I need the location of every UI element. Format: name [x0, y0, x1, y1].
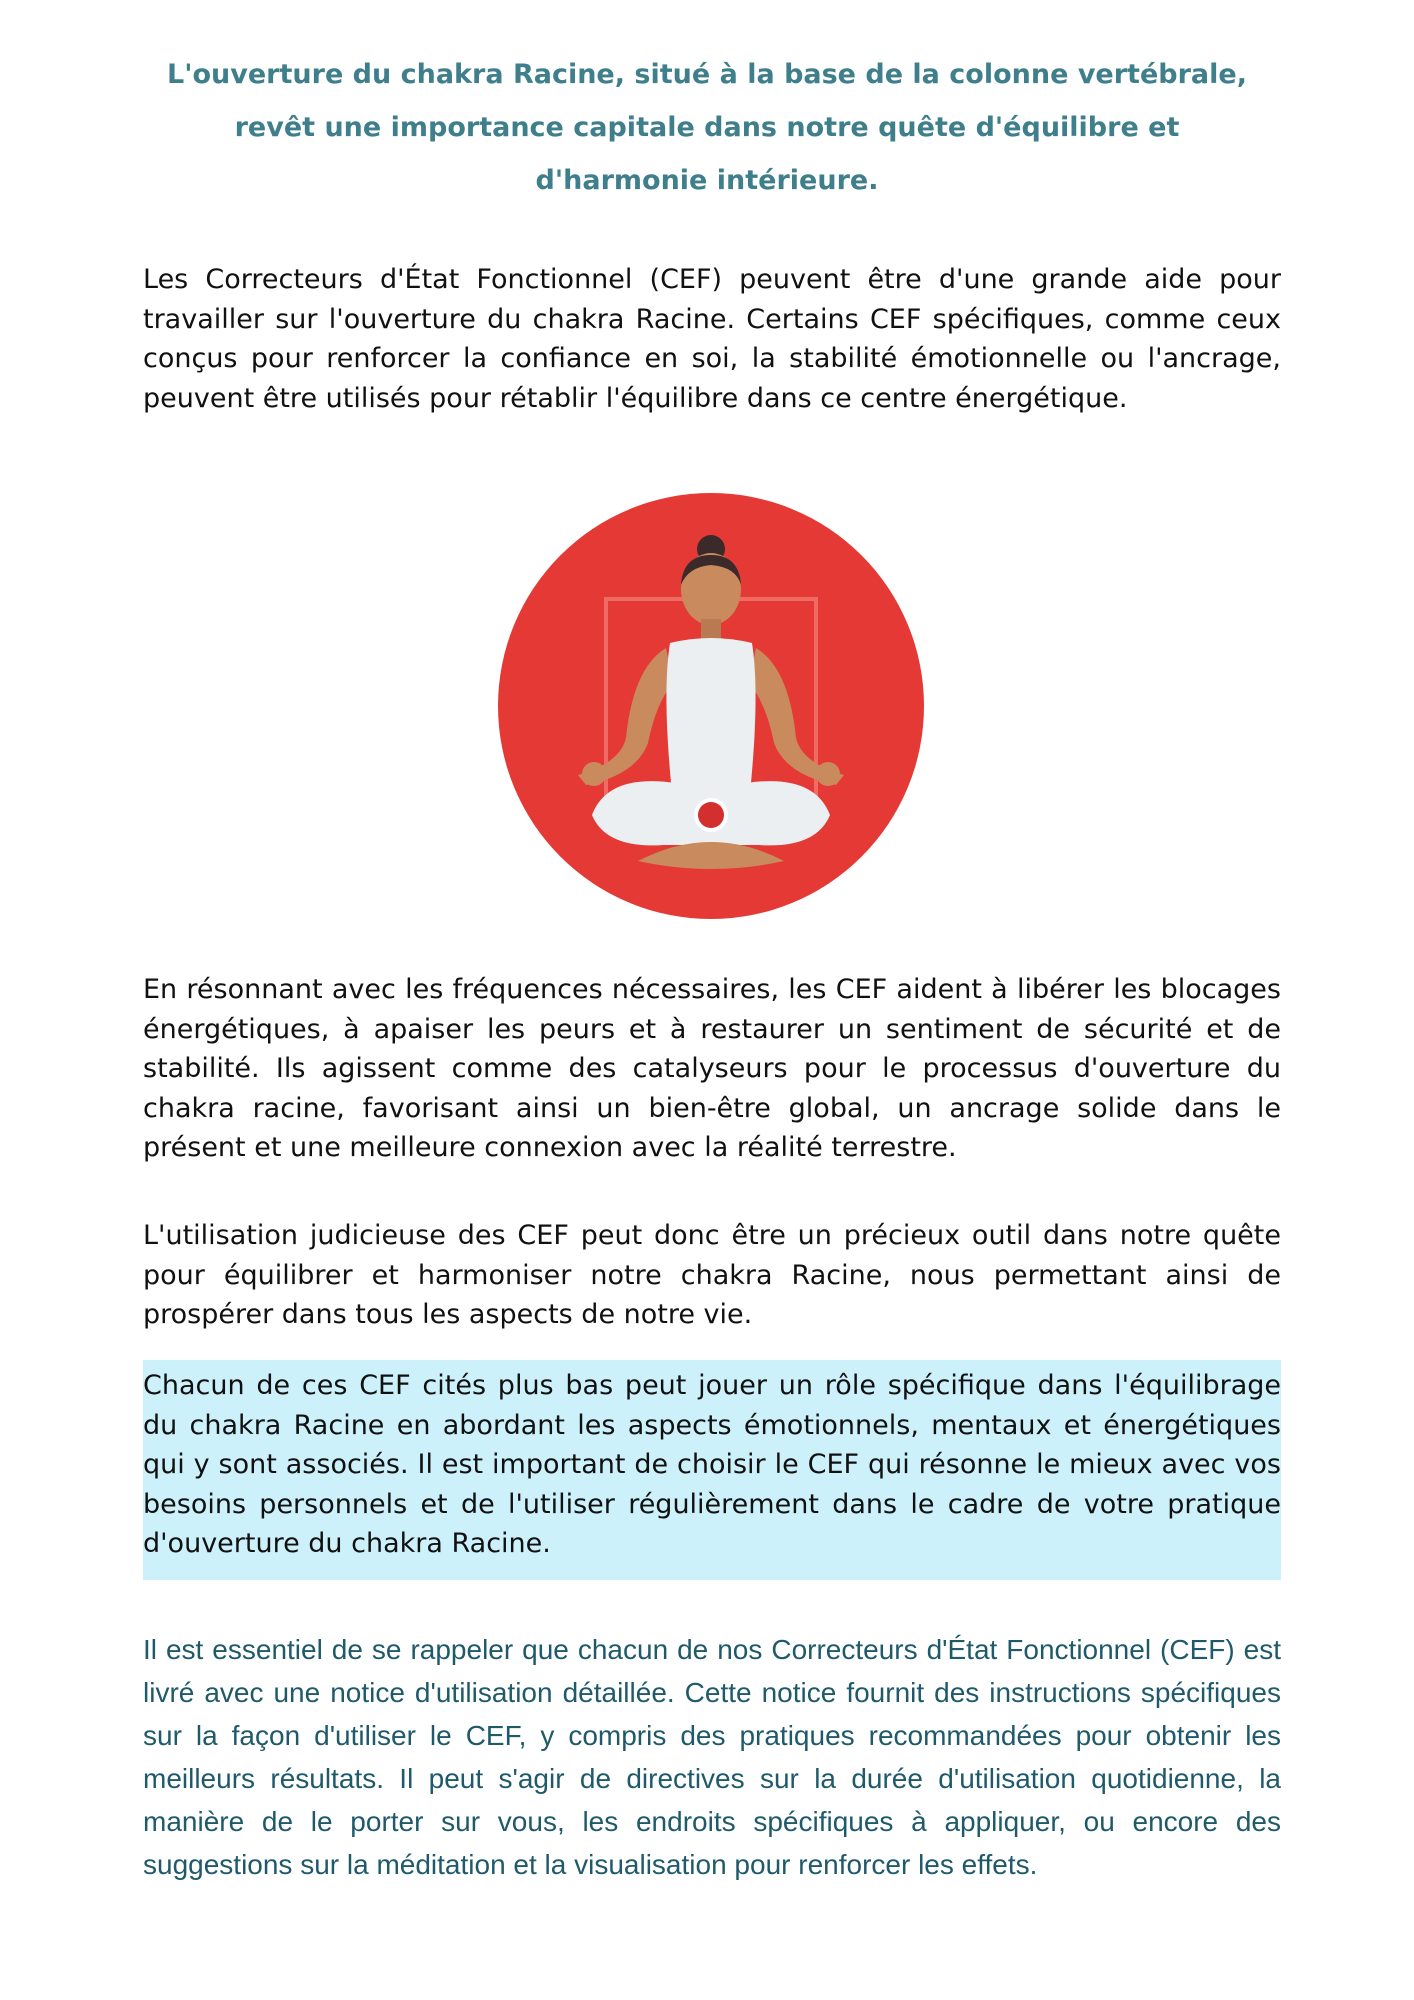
paragraph-notice: Il est essentiel de se rappeler que chacun de nos Correcteurs d'État Fonctionnel (CEF) est livré avec une notice d'utilisation détaillée. Cette notice fournit des instructions spécifiques sur la façon d'utiliser le CEF, y compris des pratiques recommandées pour obtenir les meilleurs résultats. Il peut s'agir de directives sur la durée d'utilisation quotidienne, la manière de le porter sur vous, les endroits spécifiques à appliquer, ou encore des suggestions sur la méditation et la visualisation pour renforcer les effets. — [143, 1634, 1281, 1880]
meditation-root-chakra-icon — [498, 493, 924, 919]
paragraph-cef-usage: L'utilisation judicieuse des CEF peut donc être un précieux outil dans notre quête pour équilibrer et harmoniser notre chakra Racine, nous permettant ainsi de prospérer dans tous les aspects de notre vie. — [143, 1220, 1281, 1330]
paragraph-cef-frequencies: En résonnant avec les fréquences nécessaires, les CEF aident à libérer les blocages énergétiques, à apaiser les peurs et à restaurer un sentiment de sécurité et de stabilité. Ils agissent comme des catalyseurs pour le processus d'ouverture du chakra racine, favorisant ainsi un bien-être global, un ancrage solide dans le présent et une meilleure connexion avec la réalité terrestre. — [143, 974, 1281, 1163]
intro-heading: L'ouverture du chakra Racine, situé à la base de la colonne vertébrale, revêt une importance capitale dans notre quête d'équilibre et d'harmonie intérieure. — [167, 59, 1247, 196]
paragraph-cef-help: Les Correcteurs d'État Fonctionnel (CEF) peuvent être d'une grande aide pour travailler sur l'ouverture du chakra Racine. Certains CEF spécifiques, comme ceux conçus pour renforcer la confiance en soi, la stabilité émotionnelle ou l'ancrage, peuvent être utilisés pour rétablir l'équilibre dans ce centre énergétique. — [143, 264, 1281, 414]
paragraph-highlighted: Chacun de ces CEF cités plus bas peut jouer un rôle spécifique dans l'équilibrage du chakra Racine en abordant les aspects émotionnels, mentaux et énergétiques qui y sont associés. Il est important de choisir le CEF qui résonne le mieux avec vos besoins personnels et de l'utiliser régulièrement dans le cadre de votre pratique d'ouverture du chakra Racine. — [143, 1370, 1281, 1559]
